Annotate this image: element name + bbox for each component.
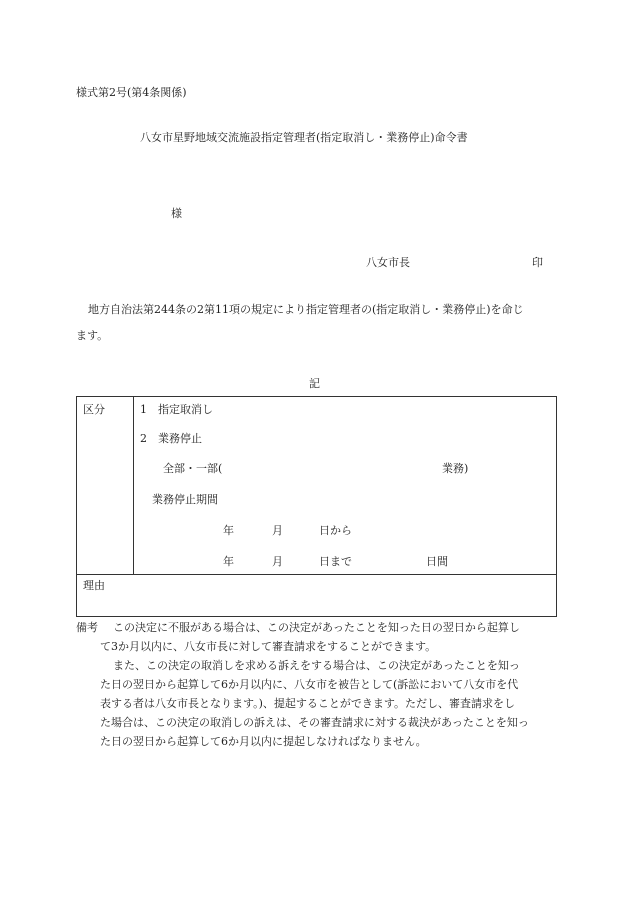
period-label: 業務停止期間 xyxy=(152,493,218,506)
body-text-line-1: 地方自治法第244条の2第11項の規定により指定管理者の(指定取消し・業務停止)を命じ xyxy=(88,303,524,316)
from-month: 月 xyxy=(272,524,283,537)
remarks-line-2: て3か月以内に、八女市長に対して審査請求をすることができます。 xyxy=(100,640,437,653)
body-text-line-2: ます。 xyxy=(76,329,109,342)
to-day: 日まで xyxy=(319,555,352,568)
remarks-line-4: た日の翌日から起算して6か月以内に、八女市を被告として(訴訟において八女市を代 xyxy=(100,678,519,691)
document-title: 八女市星野地域交流施設指定管理者(指定取消し・業務停止)命令書 xyxy=(140,131,468,144)
decision-table xyxy=(76,396,557,617)
remarks-line-3: また、この決定の取消しを求める訴えをする場合は、この決定があったことを知っ xyxy=(113,659,520,672)
reason-label: 理由 xyxy=(83,579,105,592)
remarks-line-1: この決定に不服がある場合は、この決定があったことを知った日の翌日から起算し xyxy=(113,621,520,634)
form-number: 様式第2号(第4条関係) xyxy=(76,86,187,99)
remarks-line-6: た場合は、この決定の取消しの訴えは、その審査請求に対する裁決があったことを知っ xyxy=(100,716,529,729)
to-month: 月 xyxy=(272,555,283,568)
column-divider xyxy=(133,397,134,574)
from-year: 年 xyxy=(223,524,234,537)
from-day: 日から xyxy=(319,524,352,537)
to-year: 年 xyxy=(223,555,234,568)
option-revocation: 1 指定取消し xyxy=(140,403,213,416)
ki-heading: 記 xyxy=(309,377,320,390)
seal-mark: 印 xyxy=(532,256,543,269)
total-days: 日間 xyxy=(426,555,448,568)
addressee-suffix: 様 xyxy=(171,207,182,220)
scope-prefix: 全部・一部( xyxy=(163,462,223,475)
remarks-label: 備考 xyxy=(76,621,98,634)
remarks-line-5: 表する者は八女市長となります。)、提起することができます。ただし、審査請求をし xyxy=(100,697,516,710)
remarks-line-7: た日の翌日から起算して6か月以内に提起しなければなりません。 xyxy=(100,735,427,748)
row-divider xyxy=(77,574,556,575)
issuer-name: 八女市長 xyxy=(366,256,410,269)
option-suspension: 2 業務停止 xyxy=(140,432,202,445)
scope-suffix: 業務) xyxy=(442,462,469,475)
kubun-label: 区分 xyxy=(83,403,105,416)
